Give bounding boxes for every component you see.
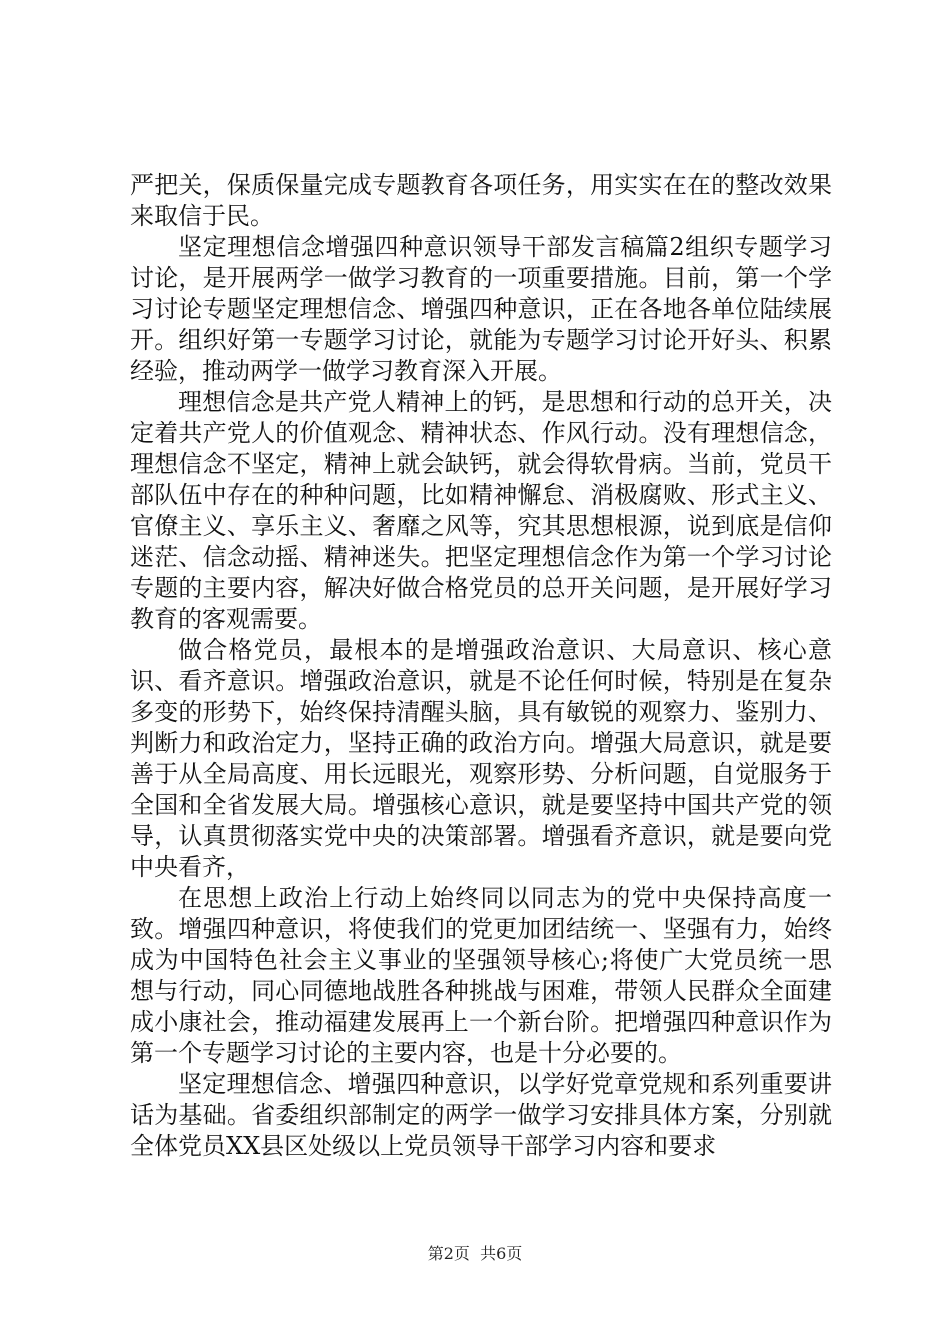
paragraph-5: 在思想上政治上行动上始终同以同志为的党中央保持高度一致。增强四种意识，将使我们的党更加团结统一、坚强有力，始终成为中国特色社会主义事业的坚强领导核心;将使广大党员统一思想与行动，同心同德地战胜各种挑战与困难，带领人民群众全面建成小康社会，推动福建发展再上一个新台阶。把增强四种意识作为第一个专题学习讨论的主要内容，也是十分必要的。	[130, 884, 832, 1067]
paragraph-6: 坚定理想信念、增强四种意识，以学好党章党规和系列重要讲话为基础。省委组织部制定的两学一做学习安排具体方案，分别就全体党员XX县区处级以上党员领导干部学习内容和要求	[130, 1070, 832, 1160]
paragraph-2: 坚定理想信念增强四种意识领导干部发言稿篇2组织专题学习讨论，是开展两学一做学习教育的一项重要措施。目前，第一个学习讨论专题坚定理想信念、增强四种意识，正在各地各单位陆续展开。组织好第一专题学习讨论，就能为专题学习讨论开好头、积累经验，推动两学一做学习教育深入开展。	[130, 233, 832, 385]
paragraph-4: 做合格党员，最根本的是增强政治意识、大局意识、核心意识、看齐意识。增强政治意识，就是不论任何时候，特别是在复杂多变的形势下，始终保持清醒头脑，具有敏锐的观察力、鉴别力、判断力和政治定力，坚持正确的政治方向。增强大局意识，就是要善于从全局高度、用长远眼光，观察形势、分析问题，自觉服务于全国和全省发展大局。增强核心意识，就是要坚持中国共产党的领导，认真贯彻落实党中央的决策部署。增强看齐意识，就是要向党中央看齐，	[130, 636, 832, 881]
page-footer	[0, 1244, 950, 1264]
document-body	[130, 170, 832, 1162]
paragraph-1: 严把关，保质保量完成专题教育各项任务，用实实在在的整改效果来取信于民。	[130, 171, 832, 230]
paragraph-3: 理想信念是共产党人精神上的钙，是思想和行动的总开关，决定着共产党人的价值观念、精神状态、作风行动。没有理想信念，理想信念不坚定，精神上就会缺钙，就会得软骨病。当前，党员干部队伍中存在的种种问题，比如精神懈怠、消极腐败、形式主义、官僚主义、享乐主义、奢靡之风等，究其思想根源，说到底是信仰迷茫、信念动摇、精神迷失。把坚定理想信念作为第一个学习讨论专题的主要内容，解决好做合格党员的总开关问题，是开展好学习教育的客观需要。	[130, 388, 832, 633]
page-number-label: 第2页 共6页	[427, 1244, 523, 1263]
